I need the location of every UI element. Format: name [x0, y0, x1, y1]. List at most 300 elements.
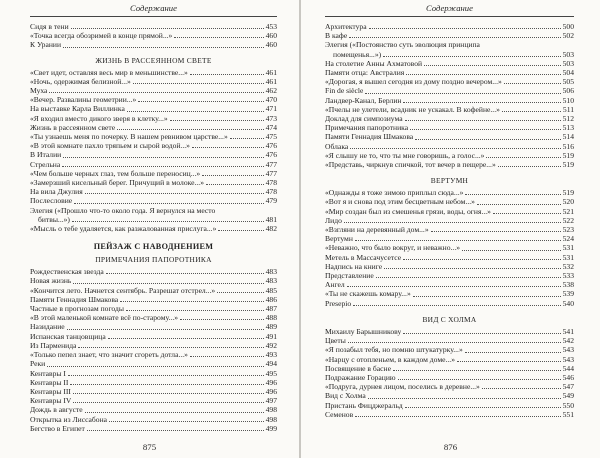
- leader-dots: [383, 56, 560, 57]
- entry-page: 510: [562, 95, 574, 105]
- toc-entry: [325, 271, 574, 280]
- page-number: 876: [443, 442, 458, 452]
- entry-title: Назидание: [30, 322, 65, 332]
- entry-title: Кентавры IV: [30, 396, 72, 406]
- entry-page: 481: [265, 214, 277, 224]
- toc-entry: [325, 96, 574, 105]
- section-title: ЖИЗНЬ В РАССЕЯННОМ СВЕТЕ: [95, 55, 212, 65]
- toc-entry: [325, 59, 574, 68]
- entry-title: Бегство в Египет: [30, 423, 85, 433]
- entry-page: 516: [562, 141, 574, 151]
- entry-page: 475: [265, 132, 277, 142]
- entry-title: Михаилу Барышникову: [325, 326, 402, 336]
- leader-dots: [376, 277, 561, 278]
- entry-title: Кентавры I: [30, 368, 66, 378]
- toc-entry: [30, 150, 277, 159]
- section-title: ПРИМЕЧАНИЯ ПАПОРОТНИКА: [95, 255, 212, 265]
- entry-title: Реки: [30, 359, 46, 369]
- entry-title: Ангел: [325, 280, 345, 290]
- leader-dots: [384, 268, 560, 269]
- toc-entry: [325, 401, 574, 410]
- entry-page: 473: [265, 113, 277, 123]
- toc-entry: [325, 142, 574, 151]
- leader-dots: [403, 259, 561, 260]
- leader-dots: [344, 222, 561, 223]
- entry-page: 524: [562, 234, 574, 244]
- leader-dots: [413, 296, 561, 297]
- entry-page: 522: [562, 215, 574, 225]
- leader-dots: [206, 184, 264, 185]
- entry-title: Открытка из Лиссабона: [30, 414, 108, 424]
- entry-page: 476: [265, 150, 277, 160]
- toc-entry: [325, 391, 574, 400]
- entry-title: Лидо: [325, 215, 342, 225]
- leader-dots: [202, 175, 263, 176]
- entry-title: Частные в прогнозам погоды: [30, 304, 124, 314]
- leader-dots: [368, 398, 561, 399]
- entry-title: «Взгляни на деревянный дом...»: [325, 225, 429, 235]
- entry-page: 460: [265, 40, 277, 50]
- leader-dots: [108, 338, 264, 339]
- toc-entry: [325, 105, 574, 114]
- entry-page: 495: [265, 368, 277, 378]
- leader-dots: [353, 305, 560, 306]
- leader-dots: [63, 47, 264, 48]
- toc-entry: [325, 299, 574, 308]
- entry-title: «Неважно, что было вокруг, и неважно...»: [325, 243, 461, 253]
- entry-title: «Нарцу с отопленьем, в каждом доме...»: [325, 354, 455, 364]
- toc-entry: [30, 313, 277, 322]
- entry-page: 547: [562, 382, 574, 392]
- toc-entry: [325, 31, 574, 40]
- entry-page: 479: [265, 196, 277, 206]
- entry-page: 494: [265, 359, 277, 369]
- entry-title: Кентавры II: [30, 377, 69, 387]
- entry-page: 514: [562, 132, 574, 142]
- leader-dots: [180, 319, 264, 320]
- entry-page: 491: [265, 331, 277, 341]
- leader-dots: [477, 204, 561, 205]
- leader-dots: [73, 283, 263, 284]
- leader-dots: [355, 416, 560, 417]
- leader-dots: [218, 230, 263, 231]
- entry-title: Испанская танцовщица: [30, 331, 106, 341]
- entry-title: Семенов: [325, 409, 354, 419]
- entry-page: 500: [562, 22, 574, 31]
- entry-title: «Чем больше черных глаз, тем больше переносиц...»: [30, 168, 201, 178]
- entry-page: 477: [265, 168, 277, 178]
- leader-dots: [68, 375, 264, 376]
- leader-dots: [230, 138, 264, 139]
- entry-title: «Только пепел знает, что значит сгореть дотла...»: [30, 350, 188, 360]
- entry-page: 543: [562, 345, 574, 355]
- entry-title: «Однажды я тоже зимою приплыл сюда...»: [325, 188, 464, 198]
- entry-title-line2: помещенья...»): [333, 49, 382, 59]
- leader-dots: [133, 83, 264, 84]
- toc-entry: [325, 216, 574, 225]
- entry-page: 505: [562, 77, 574, 87]
- entry-title: Облака: [325, 141, 349, 151]
- leader-dots: [347, 286, 561, 287]
- entry-page: 478: [265, 187, 277, 197]
- toc-entry: [30, 187, 277, 196]
- entry-title: «Вечер. Развалины геометрии...»: [30, 95, 137, 105]
- leader-dots: [355, 240, 561, 241]
- toc-entry: [325, 132, 574, 141]
- toc-entry: [325, 151, 574, 160]
- entry-title: Памяти Геннадия Шмакова: [30, 294, 119, 304]
- entry-title: Подражание Горацию: [325, 372, 396, 382]
- leader-dots: [393, 370, 561, 371]
- entry-title: «Подруга, дурнея лицом, поселись в деревне...»: [325, 382, 480, 392]
- leader-dots: [85, 412, 264, 413]
- leader-dots: [49, 92, 263, 93]
- toc-entry: [30, 169, 277, 178]
- toc-entry: [325, 68, 574, 77]
- entry-page: 493: [265, 350, 277, 360]
- entry-page: 453: [265, 22, 277, 31]
- entry-page: 542: [562, 336, 574, 346]
- toc-entry: [30, 378, 277, 387]
- leader-dots: [170, 120, 264, 121]
- leader-dots: [67, 329, 264, 330]
- leader-dots: [498, 166, 561, 167]
- entry-page: 471: [265, 104, 277, 114]
- leader-dots: [78, 347, 263, 348]
- entry-title: «Я входил вместо дикого зверя в клетку...»: [30, 113, 168, 123]
- entry-title: «Дорогая, я вышел сегодня из дому поздно вечером...»: [325, 77, 502, 87]
- leader-dots: [398, 379, 561, 380]
- entry-page: 519: [562, 150, 574, 160]
- leader-dots: [457, 361, 561, 362]
- entry-title: «Вот я и снова под этим бесцветным небом...»: [325, 197, 475, 207]
- entry-page: 521: [562, 206, 574, 216]
- entry-page: 503: [562, 58, 574, 68]
- leader-dots: [462, 250, 561, 251]
- entry-title: Из Парменида: [30, 340, 77, 350]
- entry-title: На выставке Карла Виллинка: [30, 104, 125, 114]
- entry-page: 476: [265, 141, 277, 151]
- section-title: ВИД С ХОЛМА: [422, 314, 477, 324]
- leader-dots: [190, 74, 264, 75]
- leader-dots: [410, 129, 560, 130]
- entry-title: В Италии: [30, 150, 62, 160]
- toc-entry: [30, 68, 277, 77]
- entry-page: 486: [265, 294, 277, 304]
- entry-title: Стрельна: [30, 159, 61, 169]
- entry-title: «Ночь, одержимая белизной...»: [30, 76, 131, 86]
- entry-page: 543: [562, 354, 574, 364]
- entry-title: «В этой маленькой комнате всё по-старому...»: [30, 313, 179, 323]
- entry-title: Дождь в августе: [30, 405, 83, 415]
- toc-entry: [30, 132, 277, 141]
- toc-entry: [30, 369, 277, 378]
- entry-title: «Ты узнаешь меня по почерку. В нашем ревнивом царстве...»: [30, 132, 228, 142]
- leader-dots: [406, 74, 560, 75]
- toc-entry: [30, 40, 277, 49]
- entry-title: Метель в Массачусетсе: [325, 252, 402, 262]
- toc-entry: [30, 350, 277, 359]
- toc-entry: [30, 295, 277, 304]
- entry-title: Рождественская звезда: [30, 267, 104, 277]
- entry-page: 513: [562, 123, 574, 133]
- leader-dots: [106, 273, 264, 274]
- leader-dots: [71, 28, 264, 29]
- entry-page: 531: [562, 252, 574, 262]
- leader-dots: [190, 356, 264, 357]
- running-head: Содержание: [130, 3, 177, 13]
- toc-entry: [325, 289, 574, 298]
- toc-entry: [325, 40, 574, 58]
- toc-entry: [30, 86, 277, 95]
- toc-entry: [30, 224, 277, 233]
- toc-entry: [30, 206, 277, 224]
- leader-dots: [403, 333, 560, 334]
- toc-entry: [30, 178, 277, 187]
- entry-page: 470: [265, 95, 277, 105]
- leader-dots: [502, 111, 561, 112]
- entry-page: 519: [562, 188, 574, 198]
- toc-entry: [30, 267, 277, 276]
- entry-page: 460: [265, 31, 277, 41]
- entry-title: «Я слышу не то, что ты мне говоришь, а голос...»: [325, 150, 485, 160]
- section-title: ВЕРТУМН: [430, 176, 469, 186]
- entry-title-line2: битвы...»): [38, 214, 70, 224]
- leader-dots: [126, 310, 264, 311]
- leader-dots: [504, 83, 561, 84]
- entry-title: Доклад для симпозиума: [325, 114, 403, 124]
- toc-entry: [325, 243, 574, 252]
- entry-page: 546: [562, 372, 574, 382]
- toc-entry: [325, 345, 574, 354]
- entry-page: 496: [265, 377, 277, 387]
- entry-page: 504: [562, 68, 574, 78]
- leader-dots: [350, 148, 560, 149]
- entry-title: Архитектура: [325, 22, 367, 31]
- entry-title: К Урании: [30, 40, 62, 50]
- entry-page: 482: [265, 224, 277, 234]
- toc-entry: [30, 77, 277, 86]
- toc-entry: [325, 123, 574, 132]
- entry-title: Надпись на книге: [325, 261, 383, 271]
- leader-dots: [486, 157, 560, 158]
- entry-page: 520: [562, 197, 574, 207]
- toc-entry: [30, 322, 277, 331]
- entry-title: Fin de siècle: [325, 86, 364, 96]
- entry-page: 519: [562, 160, 574, 170]
- toc-entry: [30, 276, 277, 285]
- leader-dots: [117, 129, 264, 130]
- entry-title: Памяти Геннадия Шмакова: [325, 132, 414, 142]
- entry-page: 531: [562, 243, 574, 253]
- toc-entry: [325, 373, 574, 382]
- entry-page: 498: [265, 405, 277, 415]
- entry-page: 483: [265, 267, 277, 277]
- toc-entry: [30, 424, 277, 433]
- head-rule: [30, 16, 277, 17]
- leader-dots: [72, 221, 264, 222]
- entry-title: «Пчелы не улетели, всадник не ускакал. В кофейне...»: [325, 104, 500, 114]
- toc-entry: [325, 22, 574, 31]
- leader-dots: [365, 93, 560, 94]
- leader-dots: [415, 139, 560, 140]
- entry-title: Муха: [30, 86, 48, 96]
- toc-entry: [325, 77, 574, 86]
- leader-dots: [348, 342, 561, 343]
- entry-title: Вид с Холма: [325, 391, 366, 401]
- entry-page: 523: [562, 225, 574, 235]
- entry-page: 474: [265, 122, 277, 132]
- toc-entry: [30, 123, 277, 132]
- toc-entry: [30, 196, 277, 205]
- toc-entry: [30, 387, 277, 396]
- entry-title: «Свет идет, оставляя весь мир в меньшинстве...»: [30, 67, 188, 77]
- entry-title: Ландвер-Канал, Берлин: [325, 95, 402, 105]
- entry-title: «Представь, чиркнув спичкой, тот вечер в пещере...»: [325, 160, 496, 170]
- entry-title: Цветы: [325, 336, 346, 346]
- leader-dots: [47, 366, 263, 367]
- entry-page: 497: [265, 396, 277, 406]
- entry-title: На столетие Анны Ахматовой: [325, 58, 423, 68]
- toc-entry: [325, 336, 574, 345]
- leader-dots: [120, 301, 263, 302]
- toc-entry: [30, 415, 277, 424]
- toc-entry: [30, 95, 277, 104]
- toc-entry: [325, 253, 574, 262]
- head-rule: [325, 16, 574, 17]
- leader-dots: [73, 402, 263, 403]
- entry-page: 532: [562, 261, 574, 271]
- toc-entry: [30, 22, 277, 31]
- toc-entry: [325, 280, 574, 289]
- entry-title: Пристань Фицджеральд: [325, 400, 403, 410]
- entry-page: 478: [265, 178, 277, 188]
- toc-entry: [325, 262, 574, 271]
- leader-dots: [424, 65, 561, 66]
- leader-dots: [405, 407, 561, 408]
- toc-entry: [30, 104, 277, 113]
- entry-page: 538: [562, 280, 574, 290]
- leader-dots: [405, 120, 561, 121]
- toc-entry: [30, 286, 277, 295]
- entry-page: 489: [265, 322, 277, 332]
- entry-page: 541: [562, 326, 574, 336]
- leader-dots: [70, 384, 263, 385]
- leader-dots: [482, 388, 561, 389]
- entry-title: «Кончится лето. Начнется сентябрь. Разрешат отстрел...»: [30, 285, 216, 295]
- toc-entry: [325, 188, 574, 197]
- entry-title: «Точка всегда обозримей в конце прямой...»: [30, 31, 173, 41]
- left-page: [0, 0, 299, 458]
- entry-title: «Мысль о тебе удаляется, как разжалованная прислуга...»: [30, 224, 217, 234]
- leader-dots: [73, 393, 264, 394]
- entry-page: 496: [265, 386, 277, 396]
- toc-entry: [325, 86, 574, 95]
- entry-title: Кентавры III: [30, 386, 71, 396]
- entry-page: 461: [265, 76, 277, 86]
- toc-entry: [325, 382, 574, 391]
- toc-entry: [325, 207, 574, 216]
- entry-page: 483: [265, 276, 277, 286]
- page-number: 875: [142, 442, 157, 452]
- entry-page: 503: [562, 49, 574, 59]
- toc-right: [325, 22, 574, 419]
- leader-dots: [63, 157, 263, 158]
- leader-dots: [465, 194, 560, 195]
- entry-page: 544: [562, 363, 574, 373]
- entry-title: Сидя в тени: [30, 22, 69, 31]
- entry-page: 539: [562, 289, 574, 299]
- leader-dots: [217, 292, 263, 293]
- toc-entry: [30, 141, 277, 150]
- leader-dots: [109, 421, 264, 422]
- entry-page: 502: [562, 31, 574, 41]
- entry-page: 477: [265, 159, 277, 169]
- toc-entry: [30, 341, 277, 350]
- leader-dots: [174, 37, 263, 38]
- toc-entry: [30, 304, 277, 313]
- entry-title-line1: Элегия («Постоянство суть эволюция принципа: [325, 40, 480, 50]
- entry-page: 485: [265, 285, 277, 295]
- leader-dots: [349, 37, 560, 38]
- entry-title: «В этой комнате пахло тряпьем и сырой водой...»: [30, 141, 190, 151]
- toc-entry: [30, 31, 277, 40]
- entry-page: 540: [562, 298, 574, 308]
- leader-dots: [74, 203, 263, 204]
- toc-entry: [325, 234, 574, 243]
- entry-page: 506: [562, 86, 574, 96]
- toc-entry: [325, 160, 574, 169]
- toc-entry: [325, 410, 574, 419]
- leader-dots: [85, 193, 264, 194]
- leader-dots: [192, 147, 264, 148]
- right-page: [301, 0, 600, 458]
- entry-page: 498: [265, 414, 277, 424]
- leader-dots: [431, 231, 561, 232]
- entry-title: «Я позабыл тебя, но помню штукатурку...»: [325, 345, 463, 355]
- entry-title: Примечания папоротника: [325, 123, 409, 133]
- entry-title: Послесловие: [30, 196, 73, 206]
- toc-entry: [325, 114, 574, 123]
- leader-dots: [87, 430, 264, 431]
- entry-page: 487: [265, 304, 277, 314]
- toc-entry: [30, 332, 277, 341]
- toc-entry: [30, 359, 277, 368]
- entry-page: 512: [562, 114, 574, 124]
- entry-title-line1: Элегия («Прошло что-то около года. Я вернулся на место: [30, 205, 216, 215]
- entry-page: 499: [265, 423, 277, 433]
- entry-page: 551: [562, 409, 574, 419]
- leader-dots: [369, 28, 561, 29]
- toc-entry: [30, 396, 277, 405]
- entry-page: 488: [265, 313, 277, 323]
- entry-page: 550: [562, 400, 574, 410]
- toc-entry: [325, 355, 574, 364]
- leader-dots: [493, 213, 561, 214]
- leader-dots: [138, 101, 263, 102]
- entry-title: Жизнь в рассеянном свете: [30, 122, 116, 132]
- entry-page: 461: [265, 67, 277, 77]
- toc-left: [30, 22, 277, 433]
- entry-title: Новая жизнь: [30, 276, 72, 286]
- entry-page: 533: [562, 271, 574, 281]
- toc-entry: [325, 327, 574, 336]
- toc-entry: [30, 160, 277, 169]
- entry-title: Памяти отца: Австралия: [325, 68, 405, 78]
- entry-title: Presepio: [325, 298, 352, 308]
- entry-title: Посвящение в басне: [325, 363, 391, 373]
- part-title: ПЕЙЗАЖ С НАВОДНЕНИЕМ: [93, 242, 214, 252]
